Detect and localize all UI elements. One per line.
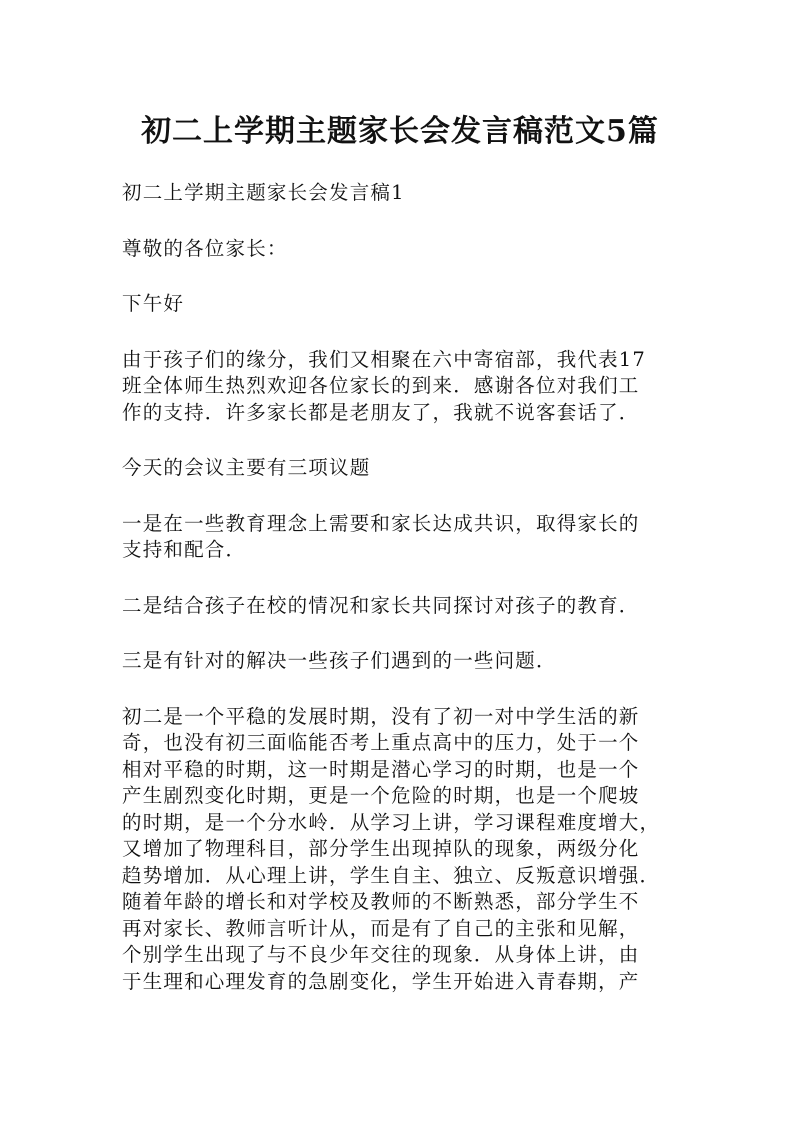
document-body	[122, 180, 672, 1024]
text-line: 支持和配合．	[122, 538, 247, 561]
text-line: 由于孩子们的缘分，我们又相聚在六中寄宿部，我代表17	[122, 347, 647, 371]
paragraph-agenda-item-1	[122, 511, 672, 564]
text-line: 于生理和心理发育的急剧变化，学生开始进入青春期，产	[122, 969, 640, 993]
text-line: 初二上学期主题家长会发言稿1	[122, 181, 405, 204]
text-line: 产生剧烈变化时期，更是一个危险的时期，也是一个爬坡	[122, 784, 640, 807]
text-line: 作的支持．许多家长都是老朋友了，我就不说客套话了．	[122, 400, 640, 424]
paragraph-heading	[122, 180, 672, 207]
paragraph-salutation	[122, 236, 672, 263]
text-line: 再对家长、教师言听计从，而是有了自己的主张和见解，	[122, 916, 640, 940]
paragraph-greeting	[122, 291, 672, 318]
paragraph-agenda-intro	[122, 455, 672, 482]
text-line: 二是结合孩子在校的情况和家长共同探讨对孩子的教育．	[122, 593, 640, 617]
text-line: 的时期，是一个分水岭．从学习上讲，学习课程难度增大，	[122, 810, 661, 834]
text-line: 今天的会议主要有三项议题	[122, 456, 371, 479]
paragraph-agenda-item-2	[122, 593, 672, 620]
text-line: 班全体师生热烈欢迎各位家长的到来．感谢各位对我们工	[122, 374, 640, 397]
text-line: 个别学生出现了与不良少年交往的现象．从身体上讲，由	[122, 943, 640, 966]
text-line: 一是在一些教育理念上需要和家长达成共识，取得家长的	[122, 511, 640, 535]
text-line: 尊敬的各位家长：	[122, 236, 288, 260]
document-title: 初二上学期主题家长会发言稿范文5篇	[141, 114, 659, 149]
text-line: 三是有针对的解决一些孩子们遇到的一些问题．	[122, 649, 557, 672]
text-line: 初二是一个平稳的发展时期，没有了初一对中学生活的新	[122, 704, 640, 728]
paragraph-grade-two-overview	[122, 704, 672, 996]
text-line: 下午好	[122, 292, 185, 315]
text-line: 趋势增加．从心理上讲，学生自主、独立、反叛意识增强．	[122, 863, 661, 887]
text-line: 随着年龄的增长和对学校及教师的不断熟悉，部分学生不	[122, 890, 640, 913]
text-line: 又增加了物理科目，部分学生出现掉队的现象，两级分化	[122, 837, 640, 860]
paragraph-agenda-item-3	[122, 648, 672, 675]
text-line: 相对平稳的时期，这一时期是潜心学习的时期，也是一个	[122, 757, 640, 781]
paragraph-welcome	[122, 347, 672, 427]
text-line: 奇，也没有初三面临能否考上重点高中的压力，处于一个	[122, 731, 640, 754]
